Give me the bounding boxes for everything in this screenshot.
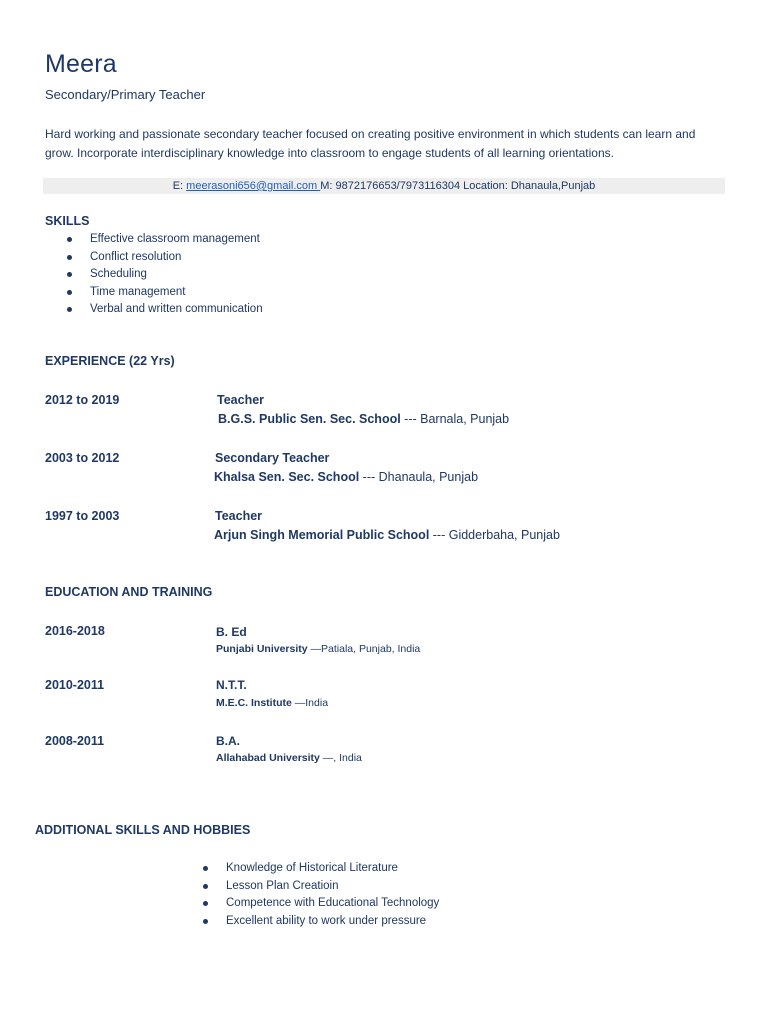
skill-text: Time management bbox=[90, 285, 186, 298]
bullet-icon bbox=[67, 237, 72, 242]
skill-text: Verbal and written communication bbox=[90, 303, 263, 315]
job-title: Secondary/Primary Teacher bbox=[45, 87, 206, 102]
profile-summary: Hard working and passionate secondary teacher focused on creating positive environment in which students can learn and grow. Incorporate interdisciplinary knowledge into classroom to engage students of all learning orientations. bbox=[45, 127, 696, 160]
hobby-text: Knowledge of Historical Literature bbox=[226, 862, 398, 874]
additional-skills-heading: ADDITIONAL SKILLS AND HOBBIES bbox=[35, 823, 251, 837]
experience-school bbox=[214, 528, 560, 542]
bullet-icon bbox=[203, 919, 208, 924]
education-degree: B. Ed bbox=[216, 625, 247, 639]
list-item bbox=[67, 231, 263, 249]
list-item bbox=[67, 284, 263, 302]
education-degree: N.T.T. bbox=[216, 678, 247, 692]
experience-school bbox=[218, 412, 509, 426]
experience-years: 2012 to 2019 bbox=[45, 393, 120, 407]
list-item bbox=[67, 266, 263, 284]
list-item bbox=[67, 249, 263, 267]
list-item bbox=[67, 301, 263, 319]
bullet-icon bbox=[67, 255, 72, 260]
school-name: B.G.S. Public Sen. Sec. School bbox=[218, 412, 401, 426]
school-name: Khalsa Sen. Sec. School bbox=[214, 470, 360, 484]
candidate-name: Meera bbox=[45, 50, 117, 78]
list-item bbox=[203, 895, 439, 913]
school-location: --- Gidderbaha, Punjab bbox=[429, 528, 560, 542]
email-link[interactable]: meerasoni656@gmail.com bbox=[186, 180, 321, 192]
bullet-icon bbox=[203, 866, 208, 871]
experience-years: 1997 to 2003 bbox=[45, 509, 120, 523]
list-item bbox=[203, 860, 439, 878]
education-institute bbox=[216, 643, 420, 655]
hobby-text: Competence with Educational Technology bbox=[226, 897, 440, 909]
institute-location: —Patiala, Punjab, India bbox=[307, 643, 421, 655]
hobby-text: Lesson Plan Creatioin bbox=[226, 879, 339, 892]
hobby-text: Excellent ability to work under pressure bbox=[226, 914, 427, 927]
education-degree: B.A. bbox=[216, 734, 240, 748]
experience-title: Secondary Teacher bbox=[215, 451, 330, 465]
institute-location: —, India bbox=[319, 752, 362, 764]
school-location: --- Dhanaula, Punjab bbox=[359, 470, 479, 484]
experience-heading: EXPERIENCE (22 Yrs) bbox=[45, 354, 175, 368]
education-institute bbox=[216, 697, 328, 709]
education-years: 2010-2011 bbox=[45, 678, 105, 692]
email-label: E: bbox=[172, 180, 187, 192]
skill-text: Conflict resolution bbox=[90, 250, 182, 263]
institute-name: M.E.C. Institute bbox=[216, 697, 292, 709]
skill-text: Scheduling bbox=[90, 268, 147, 280]
education-heading: EDUCATION AND TRAINING bbox=[45, 585, 213, 599]
skills-list bbox=[67, 231, 263, 319]
skill-text: Effective classroom management bbox=[90, 233, 260, 245]
experience-title: Teacher bbox=[215, 509, 263, 523]
bullet-icon bbox=[67, 272, 72, 277]
additional-skills-list bbox=[203, 860, 439, 930]
skills-heading: SKILLS bbox=[45, 214, 90, 228]
experience-years: 2003 to 2012 bbox=[45, 451, 120, 465]
phone-location: M: 9872176653/7973116304 Location: Dhanaula,Punjab bbox=[320, 180, 596, 192]
bullet-icon bbox=[67, 307, 72, 312]
contact-bar bbox=[43, 178, 725, 194]
education-years: 2016-2018 bbox=[45, 624, 105, 638]
education-years: 2008-2011 bbox=[45, 734, 105, 748]
institute-name: Punjabi University bbox=[216, 643, 308, 655]
experience-title: Teacher bbox=[217, 393, 265, 407]
bullet-icon bbox=[203, 884, 208, 889]
institute-name: Allahabad University bbox=[216, 752, 320, 764]
bullet-icon bbox=[203, 901, 208, 906]
education-institute bbox=[216, 752, 362, 764]
experience-school bbox=[214, 470, 478, 484]
list-item bbox=[203, 878, 439, 896]
bullet-icon bbox=[67, 290, 72, 295]
school-location: --- Barnala, Punjab bbox=[400, 412, 510, 426]
list-item bbox=[203, 913, 439, 931]
school-name: Arjun Singh Memorial Public School bbox=[214, 528, 430, 542]
institute-location: —India bbox=[291, 697, 329, 709]
